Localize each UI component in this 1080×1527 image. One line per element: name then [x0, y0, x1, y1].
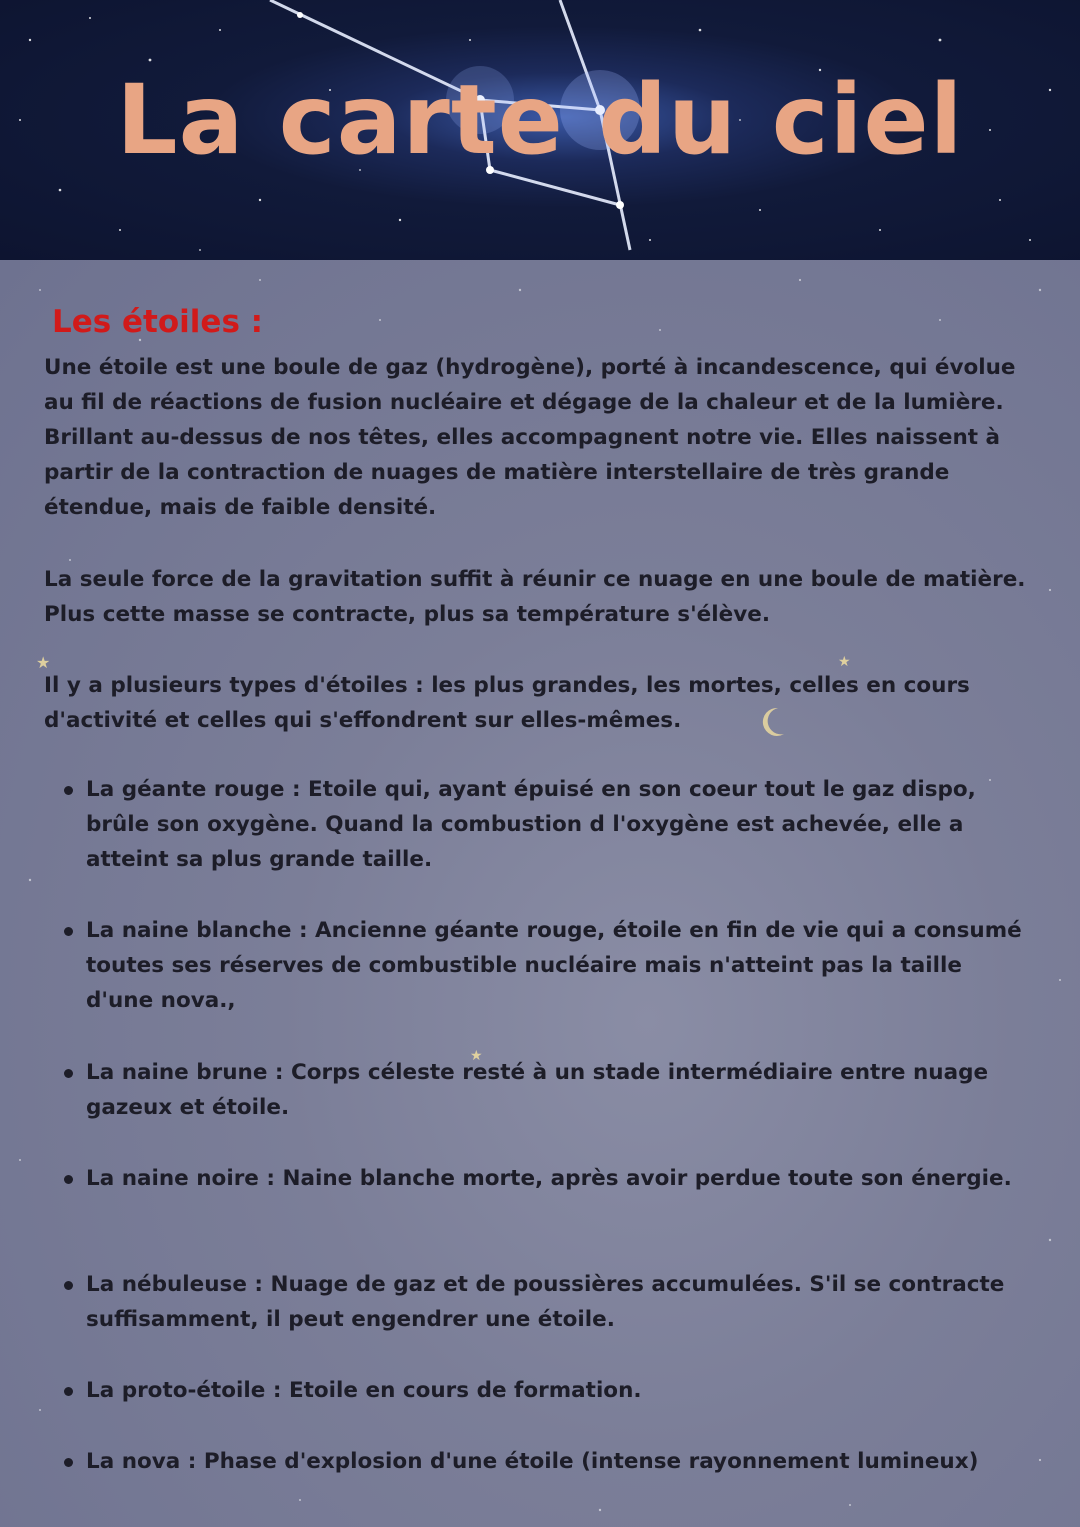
list-item: [86, 1444, 1036, 1479]
svg-text:★: ★: [36, 653, 51, 672]
list-item-text: La nova : Phase d'explosion d'une étoile (intense rayonnement lumineux): [86, 1449, 979, 1474]
list-item-text: La nébuleuse : Nuage de gaz et de poussières accumulées. S'il se contracte suffisamment, il peut engendrer une étoile.: [86, 1272, 1005, 1332]
bullet-icon: [64, 1069, 73, 1078]
list-item: [86, 1373, 1036, 1408]
list-item: [86, 913, 1036, 1018]
list-item-text: La géante rouge : Etoile qui, ayant épuisé en son coeur tout le gaz dispo, brûle son oxygène. Quand la combustion d l'oxygène est achevée, elle a atteint sa plus grande taille.: [86, 777, 976, 872]
bullet-icon: [64, 1387, 73, 1396]
bullet-icon: [64, 1281, 73, 1290]
gravitation-paragraph: La seule force de la gravitation suffit à réunir ce nuage en une boule de matière. Plus cette masse se contracte, plus sa température s'élève.: [44, 567, 1026, 627]
types-intro-paragraph: Il y a plusieurs types d'étoiles : les plus grandes, les mortes, celles en cours d'activité et celles qui s'effondrent sur elles-mêmes.: [44, 673, 970, 733]
list-item: [86, 1161, 1036, 1196]
bullet-icon: [64, 1458, 73, 1467]
bullet-icon: [64, 927, 73, 936]
svg-text:★: ★: [838, 654, 851, 670]
list-item: [86, 772, 1036, 877]
list-item-text: La naine brune : Corps céleste resté à un stade intermédiaire entre nuage gazeux et étoile.: [86, 1060, 989, 1120]
section-title: Les étoiles :: [52, 304, 264, 340]
list-item-text: La proto-étoile : Etoile en cours de formation.: [86, 1378, 642, 1403]
list-item: [86, 1267, 1036, 1337]
svg-text:★: ★: [470, 1048, 483, 1064]
list-item-text: La naine blanche : Ancienne géante rouge, étoile en fin de vie qui a consumé toutes ses réserves de combustible nucléaire mais n'atteint pas la taille d'une nova.,: [86, 918, 1022, 1013]
bullet-icon: [64, 786, 73, 795]
intro-paragraph: Une étoile est une boule de gaz (hydrogène), porté à incandescence, qui évolue au fil de réactions de fusion nucléaire et dégage de la chaleur et de la lumière. Brillant au-dessus de nos têtes, elles accompagnent notre vie. Elles naissent à partir de la contraction de nuages de matière interstellaire de très grande étendue, mais de faible densité.: [44, 355, 1016, 520]
bullet-icon: [64, 1175, 73, 1184]
content-panel: [0, 260, 1080, 1527]
header-banner: [0, 0, 1080, 260]
list-item-text: La naine noire : Naine blanche morte, après avoir perdue toute son énergie.: [86, 1166, 1012, 1191]
page-title: La carte du ciel: [116, 64, 964, 176]
list-item: [86, 1055, 1036, 1125]
